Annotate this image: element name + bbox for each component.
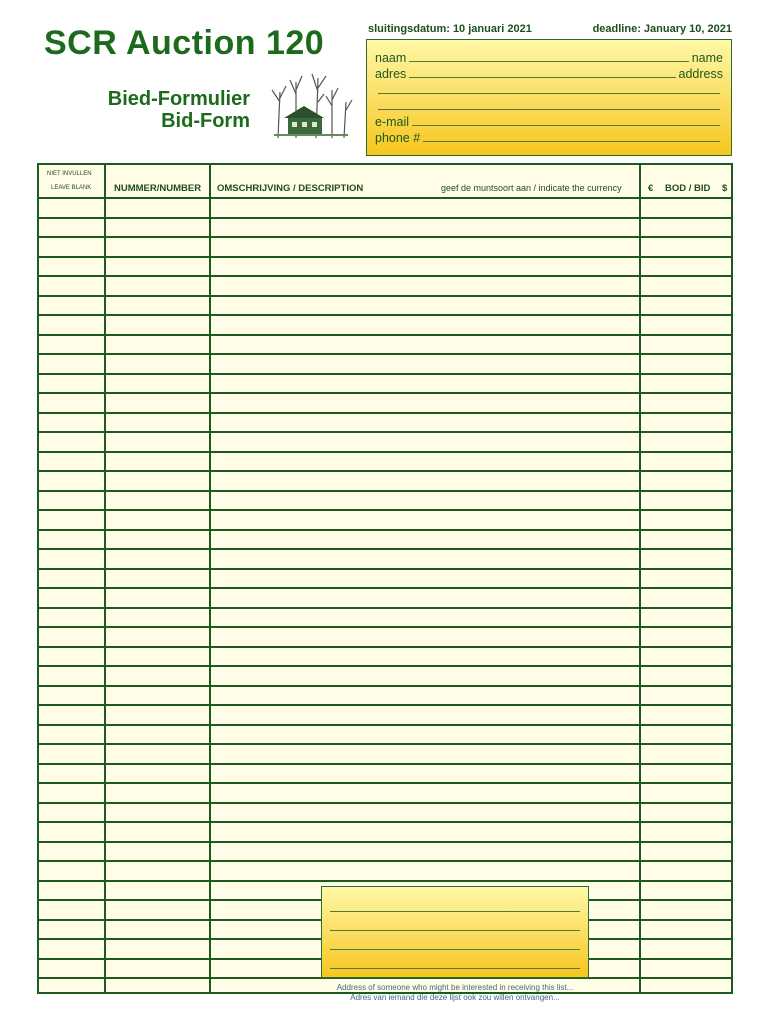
address-line-3[interactable] xyxy=(375,98,723,113)
row-divider xyxy=(39,392,731,394)
leave-blank-header-nl: NIET INVULLEN xyxy=(47,171,92,177)
phone-label: phone # xyxy=(375,131,421,145)
row-divider xyxy=(39,607,731,609)
name-field[interactable] xyxy=(375,50,723,65)
row-divider xyxy=(39,880,731,882)
deadline-dutch: sluitingsdatum: 10 januari 2021 xyxy=(368,23,532,35)
column-divider xyxy=(209,165,211,992)
row-divider xyxy=(39,685,731,687)
referral-text-nl: Adres van iemand die deze lijst ook zou willen ontvangen... xyxy=(350,993,560,1002)
number-header: NUMMER/NUMBER xyxy=(114,183,202,194)
address-label-en: address xyxy=(678,67,723,81)
row-divider xyxy=(39,334,731,336)
row-divider xyxy=(39,470,731,472)
row-divider xyxy=(39,353,731,355)
bid-header: BOD / BID xyxy=(665,183,711,194)
row-divider xyxy=(39,568,731,570)
row-divider xyxy=(39,646,731,648)
row-divider xyxy=(39,743,731,745)
row-divider xyxy=(39,256,731,258)
row-divider xyxy=(39,782,731,784)
row-divider xyxy=(39,431,731,433)
leave-blank-header-en: LEAVE BLANK xyxy=(51,185,92,191)
page-title: SCR Auction 120 xyxy=(44,24,325,62)
name-label-nl: naam xyxy=(375,51,407,65)
bid-table xyxy=(37,163,733,994)
row-divider xyxy=(39,860,731,862)
row-divider xyxy=(39,548,731,550)
subtitle-english: Bid-Form xyxy=(161,110,250,132)
referral-text-en: Address of someone who might be interested in receiving this list... xyxy=(336,983,574,992)
column-divider xyxy=(104,165,106,992)
currency-hint: geef de muntsoort aan / indicate the currency xyxy=(441,183,622,193)
row-divider xyxy=(39,763,731,765)
row-divider xyxy=(39,490,731,492)
address-label-nl: adres xyxy=(375,67,407,81)
row-divider xyxy=(39,587,731,589)
description-header: OMSCHRIJVING / DESCRIPTION xyxy=(217,183,364,194)
row-divider xyxy=(39,451,731,453)
row-divider xyxy=(39,217,731,219)
house-in-trees-icon xyxy=(266,72,354,140)
email-field[interactable] xyxy=(375,114,723,129)
row-divider xyxy=(39,626,731,628)
row-divider xyxy=(39,509,731,511)
bid-euro-symbol: € xyxy=(648,183,654,194)
email-label: e-mail xyxy=(375,115,410,129)
row-divider xyxy=(39,275,731,277)
row-divider xyxy=(39,704,731,706)
name-label-en: name xyxy=(691,51,723,65)
row-divider xyxy=(39,821,731,823)
phone-field[interactable] xyxy=(375,130,723,145)
row-divider xyxy=(39,724,731,726)
referral-address-box[interactable] xyxy=(321,886,589,978)
address-field[interactable] xyxy=(375,66,723,81)
row-divider xyxy=(39,802,731,804)
subtitle-dutch: Bied-Formulier xyxy=(107,88,250,110)
row-divider xyxy=(39,295,731,297)
row-divider xyxy=(39,412,731,414)
row-divider xyxy=(39,314,731,316)
column-divider xyxy=(639,165,641,992)
row-divider xyxy=(39,665,731,667)
deadline-english: deadline: January 10, 2021 xyxy=(592,23,732,35)
row-divider xyxy=(39,373,731,375)
address-line-2[interactable] xyxy=(375,82,723,97)
contact-panel xyxy=(366,39,732,156)
row-divider xyxy=(39,236,731,238)
row-divider xyxy=(39,841,731,843)
row-divider xyxy=(39,197,731,199)
bid-dollar-symbol: $ xyxy=(722,183,728,194)
row-divider xyxy=(39,529,731,531)
